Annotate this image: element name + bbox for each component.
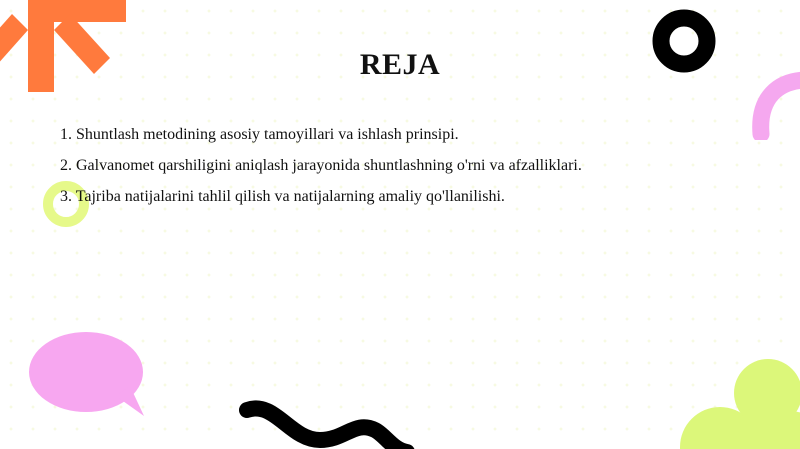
pink-speech-bubble-shape — [28, 330, 148, 420]
list-item: 3. Tajriba natijalarini tahlil qilish va natijalarning amaliy qo'llanilishi. — [60, 188, 505, 205]
list-item: 1. Shuntlash metodining asosiy tamoyillari va ishlash prinsipi. — [60, 126, 459, 143]
black-squiggle-shape — [235, 400, 435, 449]
page-title: REJA — [359, 48, 441, 81]
lime-flower-shape — [670, 355, 800, 449]
plan-list — [60, 125, 582, 218]
list-item: 2. Galvanomet qarshiligini aniqlash jarayonida shuntlashning o'rni va afzalliklari. — [60, 157, 582, 174]
